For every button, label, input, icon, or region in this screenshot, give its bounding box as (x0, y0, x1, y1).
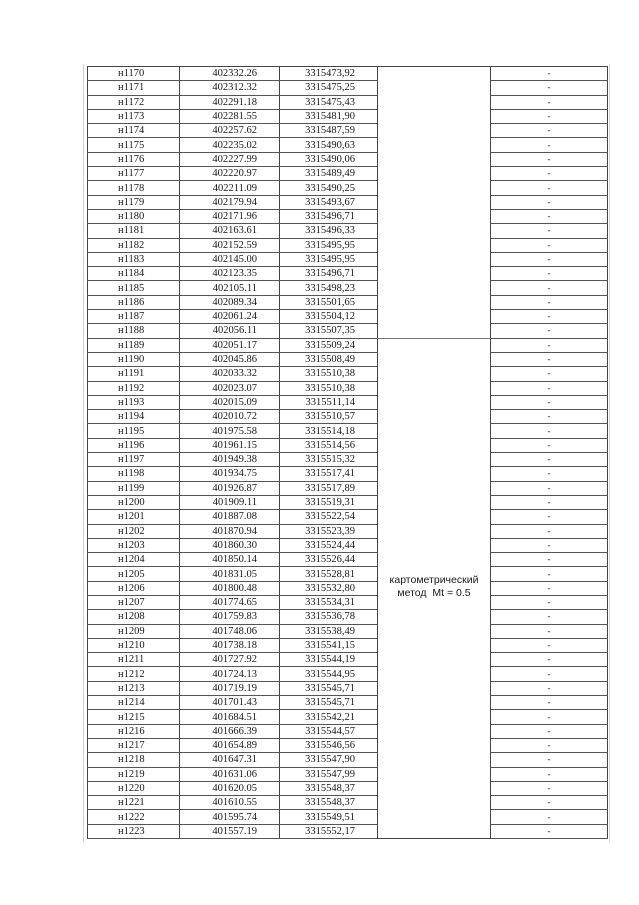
point-number-cell: н1182 (88, 238, 180, 252)
y-coordinate-cell: 3315507,35 (280, 324, 378, 338)
table-row (88, 581, 608, 595)
table-row (88, 753, 608, 767)
dash-cell: - (491, 238, 608, 252)
point-number-cell: н1197 (88, 453, 180, 467)
point-number-cell: н1204 (88, 553, 180, 567)
dash-cell: - (491, 510, 608, 524)
x-coordinate-cell: 401727.92 (180, 653, 280, 667)
x-coordinate-cell: 401557.19 (180, 824, 280, 838)
point-number-cell: н1188 (88, 324, 180, 338)
x-coordinate-cell: 401909.11 (180, 495, 280, 509)
point-number-cell: н1170 (88, 67, 180, 81)
x-coordinate-cell: 402291.18 (180, 95, 280, 109)
table-row (88, 410, 608, 424)
point-number-cell: н1187 (88, 310, 180, 324)
dash-cell: - (491, 424, 608, 438)
point-number-cell: н1205 (88, 567, 180, 581)
x-coordinate-cell: 402089.34 (180, 295, 280, 309)
point-number-cell: н1218 (88, 753, 180, 767)
dash-cell: - (491, 610, 608, 624)
dash-cell: - (491, 553, 608, 567)
y-coordinate-cell: 3315522,54 (280, 510, 378, 524)
dash-cell: - (491, 824, 608, 838)
x-coordinate-cell: 402171.96 (180, 209, 280, 223)
y-coordinate-cell: 3315549,51 (280, 810, 378, 824)
dash-cell: - (491, 638, 608, 652)
table-row (88, 553, 608, 567)
x-coordinate-cell: 402123.35 (180, 267, 280, 281)
y-coordinate-cell: 3315509,24 (280, 338, 378, 352)
y-coordinate-cell: 3315501,65 (280, 295, 378, 309)
x-coordinate-cell: 401800.48 (180, 581, 280, 595)
x-coordinate-cell: 402045.86 (180, 352, 280, 366)
point-number-cell: н1214 (88, 696, 180, 710)
x-coordinate-cell: 402281.55 (180, 109, 280, 123)
x-coordinate-cell: 401860.30 (180, 538, 280, 552)
table-row (88, 653, 608, 667)
point-number-cell: н1181 (88, 224, 180, 238)
y-coordinate-cell: 3315490,63 (280, 138, 378, 152)
table-row (88, 324, 608, 338)
table-row (88, 367, 608, 381)
method-cell-upper (378, 67, 491, 339)
point-number-cell: н1199 (88, 481, 180, 495)
x-coordinate-cell: 401654.89 (180, 738, 280, 752)
method-cell (378, 338, 491, 838)
table-row (88, 567, 608, 581)
point-number-cell: н1198 (88, 467, 180, 481)
point-number-cell: н1183 (88, 252, 180, 266)
y-coordinate-cell: 3315511,14 (280, 395, 378, 409)
dash-cell: - (491, 667, 608, 681)
y-coordinate-cell: 3315548,37 (280, 796, 378, 810)
x-coordinate-cell: 402051.17 (180, 338, 280, 352)
x-coordinate-cell: 402152.59 (180, 238, 280, 252)
y-coordinate-cell: 3315490,06 (280, 152, 378, 166)
point-number-cell: н1201 (88, 510, 180, 524)
y-coordinate-cell: 3315546,56 (280, 738, 378, 752)
point-number-cell: н1195 (88, 424, 180, 438)
y-coordinate-cell: 3315517,41 (280, 467, 378, 481)
y-coordinate-cell: 3315487,59 (280, 124, 378, 138)
dash-cell: - (491, 438, 608, 452)
x-coordinate-cell: 402163.61 (180, 224, 280, 238)
dash-cell: - (491, 181, 608, 195)
table-row (88, 252, 608, 266)
table-row (88, 724, 608, 738)
table-row (88, 424, 608, 438)
dash-cell: - (491, 738, 608, 752)
table-row (88, 467, 608, 481)
dash-cell: - (491, 495, 608, 509)
point-number-cell: н1180 (88, 209, 180, 223)
y-coordinate-cell: 3315504,12 (280, 310, 378, 324)
table-row (88, 810, 608, 824)
x-coordinate-cell: 401724.13 (180, 667, 280, 681)
y-coordinate-cell: 3315523,39 (280, 524, 378, 538)
y-coordinate-cell: 3315517,89 (280, 481, 378, 495)
method-note-line1: картометрический (389, 573, 479, 586)
point-number-cell: н1219 (88, 767, 180, 781)
x-coordinate-cell: 401934.75 (180, 467, 280, 481)
x-coordinate-cell: 401738.18 (180, 638, 280, 652)
dash-cell: - (491, 167, 608, 181)
table-row (88, 352, 608, 366)
table-row (88, 667, 608, 681)
y-coordinate-cell: 3315526,44 (280, 553, 378, 567)
point-number-cell: н1185 (88, 281, 180, 295)
dash-cell: - (491, 381, 608, 395)
table-row (88, 624, 608, 638)
point-number-cell: н1213 (88, 681, 180, 695)
point-number-cell: н1216 (88, 724, 180, 738)
point-number-cell: н1192 (88, 381, 180, 395)
table-row (88, 224, 608, 238)
table-row (88, 267, 608, 281)
x-coordinate-cell: 401595.74 (180, 810, 280, 824)
y-coordinate-cell: 3315496,71 (280, 209, 378, 223)
point-number-cell: н1174 (88, 124, 180, 138)
y-coordinate-cell: 3315524,44 (280, 538, 378, 552)
x-coordinate-cell: 402015.09 (180, 395, 280, 409)
point-number-cell: н1196 (88, 438, 180, 452)
dash-cell: - (491, 410, 608, 424)
x-coordinate-cell: 401850.14 (180, 553, 280, 567)
x-coordinate-cell: 402179.94 (180, 195, 280, 209)
y-coordinate-cell: 3315514,18 (280, 424, 378, 438)
x-coordinate-cell: 401831.05 (180, 567, 280, 581)
dash-cell: - (491, 724, 608, 738)
x-coordinate-cell: 402220.97 (180, 167, 280, 181)
dash-cell: - (491, 681, 608, 695)
dash-cell: - (491, 810, 608, 824)
x-coordinate-cell: 401666.39 (180, 724, 280, 738)
x-coordinate-cell: 402211.09 (180, 181, 280, 195)
dash-cell: - (491, 367, 608, 381)
dash-cell: - (491, 295, 608, 309)
table-row (88, 167, 608, 181)
x-coordinate-cell: 401870.94 (180, 524, 280, 538)
dash-cell: - (491, 281, 608, 295)
point-number-cell: н1176 (88, 152, 180, 166)
point-number-cell: н1220 (88, 781, 180, 795)
point-number-cell: н1173 (88, 109, 180, 123)
table-row (88, 195, 608, 209)
table-row (88, 538, 608, 552)
point-number-cell: н1212 (88, 667, 180, 681)
y-coordinate-cell: 3315544,95 (280, 667, 378, 681)
y-coordinate-cell: 3315544,57 (280, 724, 378, 738)
table-row (88, 338, 608, 352)
table-row (88, 681, 608, 695)
x-coordinate-cell: 401719.19 (180, 681, 280, 695)
method-note-line2: метод Mt = 0.5 (397, 586, 471, 599)
table-row (88, 109, 608, 123)
y-coordinate-cell: 3315496,33 (280, 224, 378, 238)
table-row (88, 453, 608, 467)
x-coordinate-cell: 401610.55 (180, 796, 280, 810)
dash-cell: - (491, 138, 608, 152)
method-note (378, 574, 490, 600)
y-coordinate-cell: 3315545,71 (280, 681, 378, 695)
x-coordinate-cell: 402010.72 (180, 410, 280, 424)
point-number-cell: н1207 (88, 595, 180, 609)
point-number-cell: н1171 (88, 81, 180, 95)
x-coordinate-cell: 402145.00 (180, 252, 280, 266)
table-row (88, 524, 608, 538)
x-coordinate-cell: 401949.38 (180, 453, 280, 467)
dash-cell: - (491, 152, 608, 166)
x-coordinate-cell: 402023.07 (180, 381, 280, 395)
dash-cell: - (491, 481, 608, 495)
y-coordinate-cell: 3315534,31 (280, 595, 378, 609)
y-coordinate-cell: 3315510,38 (280, 367, 378, 381)
dash-cell: - (491, 524, 608, 538)
point-number-cell: н1200 (88, 495, 180, 509)
point-number-cell: н1211 (88, 653, 180, 667)
x-coordinate-cell: 402312.32 (180, 81, 280, 95)
table-row (88, 824, 608, 838)
table-row (88, 138, 608, 152)
point-number-cell: н1190 (88, 352, 180, 366)
dash-cell: - (491, 95, 608, 109)
y-coordinate-cell: 3315548,37 (280, 781, 378, 795)
table-row (88, 181, 608, 195)
table-row (88, 152, 608, 166)
x-coordinate-cell: 402033.32 (180, 367, 280, 381)
y-coordinate-cell: 3315493,67 (280, 195, 378, 209)
table-row (88, 381, 608, 395)
dash-cell: - (491, 781, 608, 795)
x-coordinate-cell: 402061.24 (180, 310, 280, 324)
table-row (88, 510, 608, 524)
table-row (88, 696, 608, 710)
y-coordinate-cell: 3315510,57 (280, 410, 378, 424)
y-coordinate-cell: 3315475,43 (280, 95, 378, 109)
dash-cell: - (491, 81, 608, 95)
table-row (88, 281, 608, 295)
dash-cell: - (491, 696, 608, 710)
dash-cell: - (491, 567, 608, 581)
dash-cell: - (491, 352, 608, 366)
x-coordinate-cell: 401887.08 (180, 510, 280, 524)
scan-edge-left (83, 64, 84, 842)
dash-cell: - (491, 581, 608, 595)
point-number-cell: н1202 (88, 524, 180, 538)
x-coordinate-cell: 402235.02 (180, 138, 280, 152)
point-number-cell: н1208 (88, 610, 180, 624)
point-number-cell: н1223 (88, 824, 180, 838)
x-coordinate-cell: 402056.11 (180, 324, 280, 338)
dash-cell: - (491, 753, 608, 767)
point-number-cell: н1221 (88, 796, 180, 810)
y-coordinate-cell: 3315538,49 (280, 624, 378, 638)
dash-cell: - (491, 195, 608, 209)
point-number-cell: н1179 (88, 195, 180, 209)
table-row (88, 781, 608, 795)
point-number-cell: н1209 (88, 624, 180, 638)
x-coordinate-cell: 402227.99 (180, 152, 280, 166)
dash-cell: - (491, 653, 608, 667)
y-coordinate-cell: 3315528,81 (280, 567, 378, 581)
coordinates-table-body (88, 67, 608, 839)
dash-cell: - (491, 252, 608, 266)
y-coordinate-cell: 3315544,19 (280, 653, 378, 667)
point-number-cell: н1215 (88, 710, 180, 724)
x-coordinate-cell: 401961.15 (180, 438, 280, 452)
table-row (88, 767, 608, 781)
coordinates-table (87, 66, 608, 839)
dash-cell: - (491, 395, 608, 409)
table-row (88, 610, 608, 624)
y-coordinate-cell: 3315545,71 (280, 696, 378, 710)
y-coordinate-cell: 3315515,32 (280, 453, 378, 467)
x-coordinate-cell: 402257.62 (180, 124, 280, 138)
dash-cell: - (491, 538, 608, 552)
dash-cell: - (491, 224, 608, 238)
x-coordinate-cell: 401620.05 (180, 781, 280, 795)
dash-cell: - (491, 767, 608, 781)
dash-cell: - (491, 796, 608, 810)
dash-cell: - (491, 67, 608, 81)
point-number-cell: н1189 (88, 338, 180, 352)
table-row (88, 238, 608, 252)
table-row (88, 595, 608, 609)
table-row (88, 81, 608, 95)
y-coordinate-cell: 3315510,38 (280, 381, 378, 395)
table-row (88, 796, 608, 810)
dash-cell: - (491, 109, 608, 123)
table-row (88, 438, 608, 452)
table-row (88, 481, 608, 495)
table-row (88, 310, 608, 324)
x-coordinate-cell: 402105.11 (180, 281, 280, 295)
dash-cell: - (491, 124, 608, 138)
y-coordinate-cell: 3315475,25 (280, 81, 378, 95)
point-number-cell: н1194 (88, 410, 180, 424)
point-number-cell: н1206 (88, 581, 180, 595)
dash-cell: - (491, 595, 608, 609)
x-coordinate-cell: 401748.06 (180, 624, 280, 638)
scan-edge-right (609, 64, 610, 842)
point-number-cell: н1175 (88, 138, 180, 152)
y-coordinate-cell: 3315495,95 (280, 238, 378, 252)
x-coordinate-cell: 401701.43 (180, 696, 280, 710)
y-coordinate-cell: 3315532,80 (280, 581, 378, 595)
y-coordinate-cell: 3315496,71 (280, 267, 378, 281)
point-number-cell: н1222 (88, 810, 180, 824)
x-coordinate-cell: 401926.87 (180, 481, 280, 495)
x-coordinate-cell: 401774.65 (180, 595, 280, 609)
dash-cell: - (491, 467, 608, 481)
y-coordinate-cell: 3315542,21 (280, 710, 378, 724)
dash-cell: - (491, 267, 608, 281)
table-row (88, 495, 608, 509)
table-row (88, 67, 608, 81)
y-coordinate-cell: 3315498,23 (280, 281, 378, 295)
x-coordinate-cell: 401647.31 (180, 753, 280, 767)
y-coordinate-cell: 3315495,95 (280, 252, 378, 266)
y-coordinate-cell: 3315514,56 (280, 438, 378, 452)
dash-cell: - (491, 324, 608, 338)
table-row (88, 124, 608, 138)
x-coordinate-cell: 401631.06 (180, 767, 280, 781)
y-coordinate-cell: 3315489,49 (280, 167, 378, 181)
table-row (88, 738, 608, 752)
x-coordinate-cell: 401975.58 (180, 424, 280, 438)
y-coordinate-cell: 3315541,15 (280, 638, 378, 652)
y-coordinate-cell: 3315519,31 (280, 495, 378, 509)
x-coordinate-cell: 401759.83 (180, 610, 280, 624)
y-coordinate-cell: 3315536,78 (280, 610, 378, 624)
point-number-cell: н1184 (88, 267, 180, 281)
dash-cell: - (491, 453, 608, 467)
y-coordinate-cell: 3315490,25 (280, 181, 378, 195)
dash-cell: - (491, 624, 608, 638)
table-row (88, 710, 608, 724)
y-coordinate-cell: 3315508,49 (280, 352, 378, 366)
dash-cell: - (491, 310, 608, 324)
x-coordinate-cell: 401684.51 (180, 710, 280, 724)
table-row (88, 395, 608, 409)
table-row (88, 295, 608, 309)
y-coordinate-cell: 3315481,90 (280, 109, 378, 123)
point-number-cell: н1193 (88, 395, 180, 409)
point-number-cell: н1186 (88, 295, 180, 309)
y-coordinate-cell: 3315473,92 (280, 67, 378, 81)
table-row (88, 638, 608, 652)
point-number-cell: н1210 (88, 638, 180, 652)
point-number-cell: н1172 (88, 95, 180, 109)
point-number-cell: н1178 (88, 181, 180, 195)
y-coordinate-cell: 3315547,99 (280, 767, 378, 781)
dash-cell: - (491, 710, 608, 724)
point-number-cell: н1177 (88, 167, 180, 181)
table-row (88, 95, 608, 109)
y-coordinate-cell: 3315552,17 (280, 824, 378, 838)
table-row (88, 209, 608, 223)
dash-cell: - (491, 338, 608, 352)
x-coordinate-cell: 402332.26 (180, 67, 280, 81)
dash-cell: - (491, 209, 608, 223)
point-number-cell: н1217 (88, 738, 180, 752)
point-number-cell: н1191 (88, 367, 180, 381)
point-number-cell: н1203 (88, 538, 180, 552)
y-coordinate-cell: 3315547,90 (280, 753, 378, 767)
